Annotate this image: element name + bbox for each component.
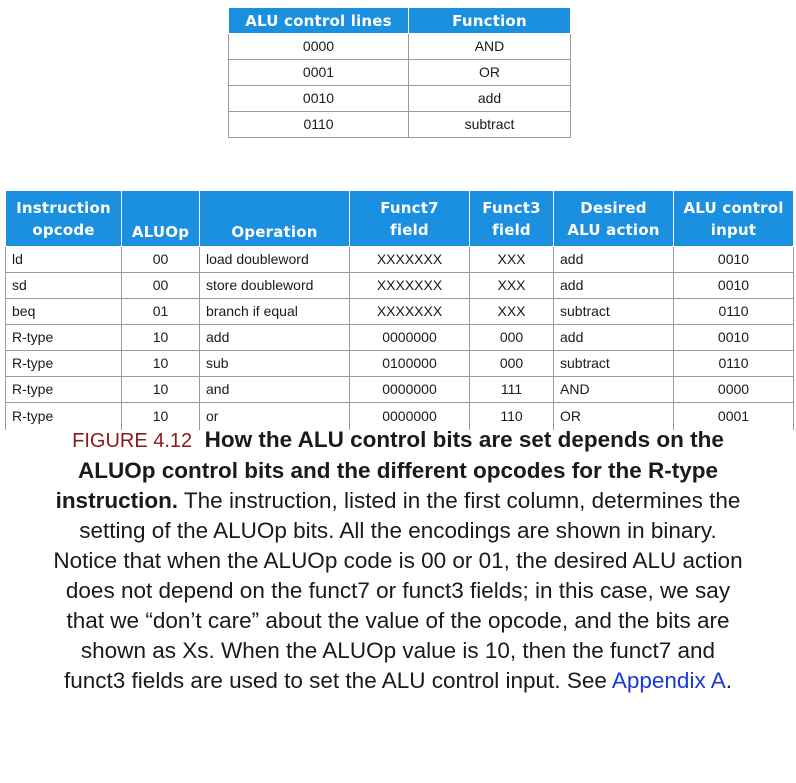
aluop-cell: 00 [122,247,200,273]
control-cell: 0001 [674,403,794,431]
header-desired-alu-action [554,191,674,247]
operation-cell: sub [200,351,350,377]
funct3-cell: 111 [470,377,554,403]
operation-cell: add [200,325,350,351]
aluop-cell: 10 [122,377,200,403]
action-cell: add [554,325,674,351]
operation-cell: load doubleword [200,247,350,273]
action-cell: OR [554,403,674,431]
header-instruction-opcode-line2: opcode [32,220,95,239]
operation-cell: branch if equal [200,299,350,325]
funct3-cell: XXX [470,247,554,273]
funct7-cell: XXXXXXX [350,299,470,325]
function-cell: OR [409,60,571,86]
table-row [229,86,571,112]
funct3-cell: 000 [470,351,554,377]
funct7-cell: 0000000 [350,403,470,431]
operation-cell: store doubleword [200,273,350,299]
function-cell: subtract [409,112,571,138]
aluop-cell: 01 [122,299,200,325]
alu-control-lines-cell: 0001 [229,60,409,86]
control-cell: 0010 [674,247,794,273]
action-cell: subtract [554,351,674,377]
funct7-cell: XXXXXXX [350,273,470,299]
funct3-cell: XXX [470,299,554,325]
table-row [6,273,794,299]
aluop-cell: 10 [122,325,200,351]
alu-control-table [228,7,571,138]
funct3-cell: XXX [470,273,554,299]
alu-control-lines-cell: 0000 [229,34,409,60]
figure-caption [48,425,748,696]
funct7-cell: 0100000 [350,351,470,377]
control-cell: 0110 [674,351,794,377]
header-funct7-field [350,191,470,247]
control-cell: 0010 [674,325,794,351]
header-funct3-line1: Funct3 [482,198,541,217]
header-control-line1: ALU control [683,198,784,217]
header-funct7-line1: Funct7 [380,198,439,217]
header-aluop: ALUOp [122,191,200,247]
opcode-cell: R-type [6,377,122,403]
opcode-cell: beq [6,299,122,325]
funct3-cell: 110 [470,403,554,431]
table-row [229,112,571,138]
aluop-cell: 10 [122,351,200,377]
control-cell: 0110 [674,299,794,325]
opcode-cell: R-type [6,403,122,431]
funct7-cell: 0000000 [350,377,470,403]
figure-label: FIGURE 4.12 [72,430,193,452]
table-row [6,299,794,325]
opcode-cell: R-type [6,351,122,377]
header-instruction-opcode [6,191,122,247]
header-funct7-line2: field [390,220,429,239]
function-cell: add [409,86,571,112]
function-cell: AND [409,34,571,60]
table-row [6,325,794,351]
table-row [229,34,571,60]
funct7-cell: 0000000 [350,325,470,351]
aluop-cell: 10 [122,403,200,431]
aluop-cell: 00 [122,273,200,299]
header-desired-line1: Desired [580,198,647,217]
alu-control-lines-cell: 0110 [229,112,409,138]
funct7-cell: XXXXXXX [350,247,470,273]
action-cell: AND [554,377,674,403]
header-alu-control-input [674,191,794,247]
funct3-cell: 000 [470,325,554,351]
appendix-a-link[interactable]: Appendix A [611,668,726,693]
figure-end: . [725,668,732,693]
opcode-cell: ld [6,247,122,273]
opcode-cell: sd [6,273,122,299]
header-instruction-opcode-line1: Instruction [16,198,111,217]
header-operation: Operation [200,191,350,247]
figure-body: The instruction, listed in the first column, determines the setting of the ALUOp bits. All the encodings are shown in binary. Notice that when the ALUOp code is 00 or 01, the desired ALU action does not depend on the funct7 or funct3 fields; in this case, we say that we “don’t care” about the value of the opcode, and the bits are shown as Xs. When the ALUOp value is 10, then the funct7 and funct3 fields are used to set the ALU control input. See [53,488,743,693]
alu-truth-table [5,190,794,430]
truth-table-header-row [6,191,794,247]
header-function: Function [409,8,571,34]
alu-control-header-row [229,8,571,34]
figure-title: How the ALU control bits are set depends on the ALUOp control bits and the different opcodes for the R-type instruction. [55,427,724,513]
table-row [6,377,794,403]
opcode-cell: R-type [6,325,122,351]
header-funct3-field [470,191,554,247]
table-row [6,351,794,377]
header-control-line2: input [710,220,757,239]
header-funct3-line2: field [492,220,531,239]
action-cell: subtract [554,299,674,325]
header-desired-line2: ALU action [567,220,660,239]
action-cell: add [554,273,674,299]
control-cell: 0000 [674,377,794,403]
operation-cell: and [200,377,350,403]
control-cell: 0010 [674,273,794,299]
table-row [6,247,794,273]
alu-control-lines-cell: 0010 [229,86,409,112]
table-row [229,60,571,86]
operation-cell: or [200,403,350,431]
header-alu-control-lines: ALU control lines [229,8,409,34]
action-cell: add [554,247,674,273]
